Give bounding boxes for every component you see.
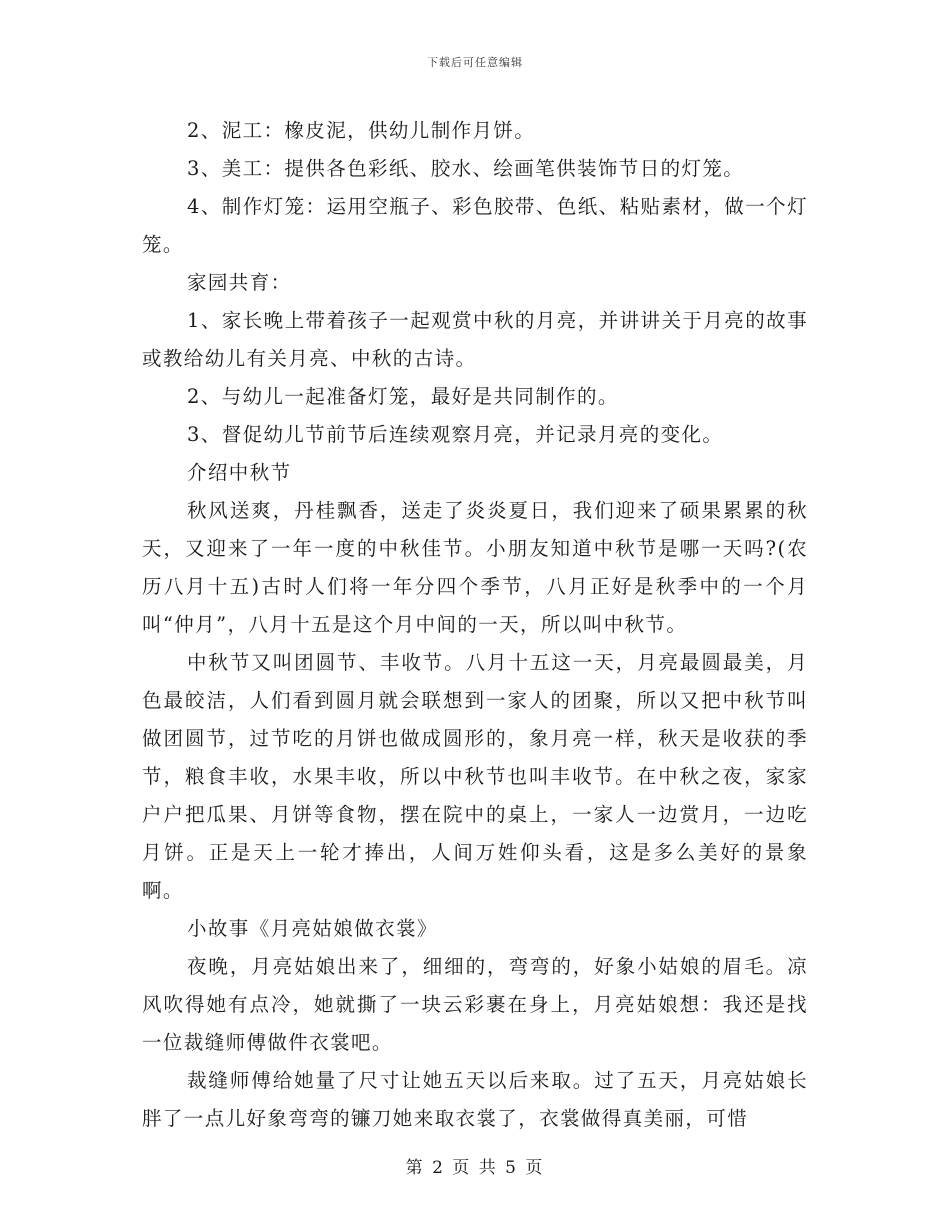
paragraph: 2、泥工：橡皮泥，供幼儿制作月饼。 xyxy=(187,119,536,142)
paragraph: 4、制作灯笼：运用空瓶子、彩色胶带、色纸、粘贴素材，做一个灯笼。 xyxy=(142,195,808,256)
paragraph: 中秋节又叫团圆节、丰收节。八月十五这一天，月亮最圆最美，月色最皎洁，人们看到圆月就会联想到一家人的团聚，所以又把中秋节叫做团圆节，过节吃的月饼也做成圆形的，象月亮一样，秋天是收获的季节，粮食丰收，水果丰收，所以中秋节也叫丰收节。在中秋之夜，家家户户把瓜果、月饼等食物，摆在院中的桌上，一家人一边赏月，一边吃月饼。正是天上一轮才捧出，人间万姓仰头看，这是多么美好的景象啊。 xyxy=(142,651,808,902)
paragraph: 裁缝师傅给她量了尺寸让她五天以后来取。过了五天，月亮姑娘长胖了一点儿好象弯弯的镰刀她来取衣裳了，衣裳做得真美丽，可惜 xyxy=(142,1069,808,1130)
paragraph: 3、督促幼儿节前节后连续观察月亮，并记录月亮的变化。 xyxy=(187,423,724,446)
paragraph: 秋风送爽，丹桂飘香，送走了炎炎夏日，我们迎来了硕果累累的秋天，又迎来了一年一度的中秋佳节。小朋友知道中秋节是哪一天吗?(农历八月十五)古时人们将一年分四个季节，八月正好是秋季中的一个月叫“仲月”，八月十五是这个月中间的一天，所以叫中秋节。 xyxy=(142,499,808,636)
paragraph: 1、家长晚上带着孩子一起观赏中秋的月亮，并讲讲关于月亮的故事或教给幼儿有关月亮、中秋的古诗。 xyxy=(142,309,808,370)
paragraph: 夜晚，月亮姑娘出来了，细细的，弯弯的，好象小姑娘的眉毛。凉风吹得她有点冷，她就撕了一块云彩裹在身上，月亮姑娘想：我还是找一位裁缝师傅做件衣裳吧。 xyxy=(142,955,808,1054)
paragraph: 3、美工：提供各色彩纸、胶水、绘画笔供装饰节日的灯笼。 xyxy=(187,157,745,180)
document-body xyxy=(142,112,808,1138)
section-heading: 小故事《月亮姑娘做衣裳》 xyxy=(187,917,438,940)
section-heading: 家园共育： xyxy=(187,271,292,294)
section-heading: 介绍中秋节 xyxy=(187,461,292,484)
paragraph: 2、与幼儿一起准备灯笼，最好是共同制作的。 xyxy=(187,385,619,408)
page-header: 下载后可任意编辑 xyxy=(427,56,523,69)
page-number-footer: 第 2 页 共 5 页 xyxy=(405,1158,545,1178)
